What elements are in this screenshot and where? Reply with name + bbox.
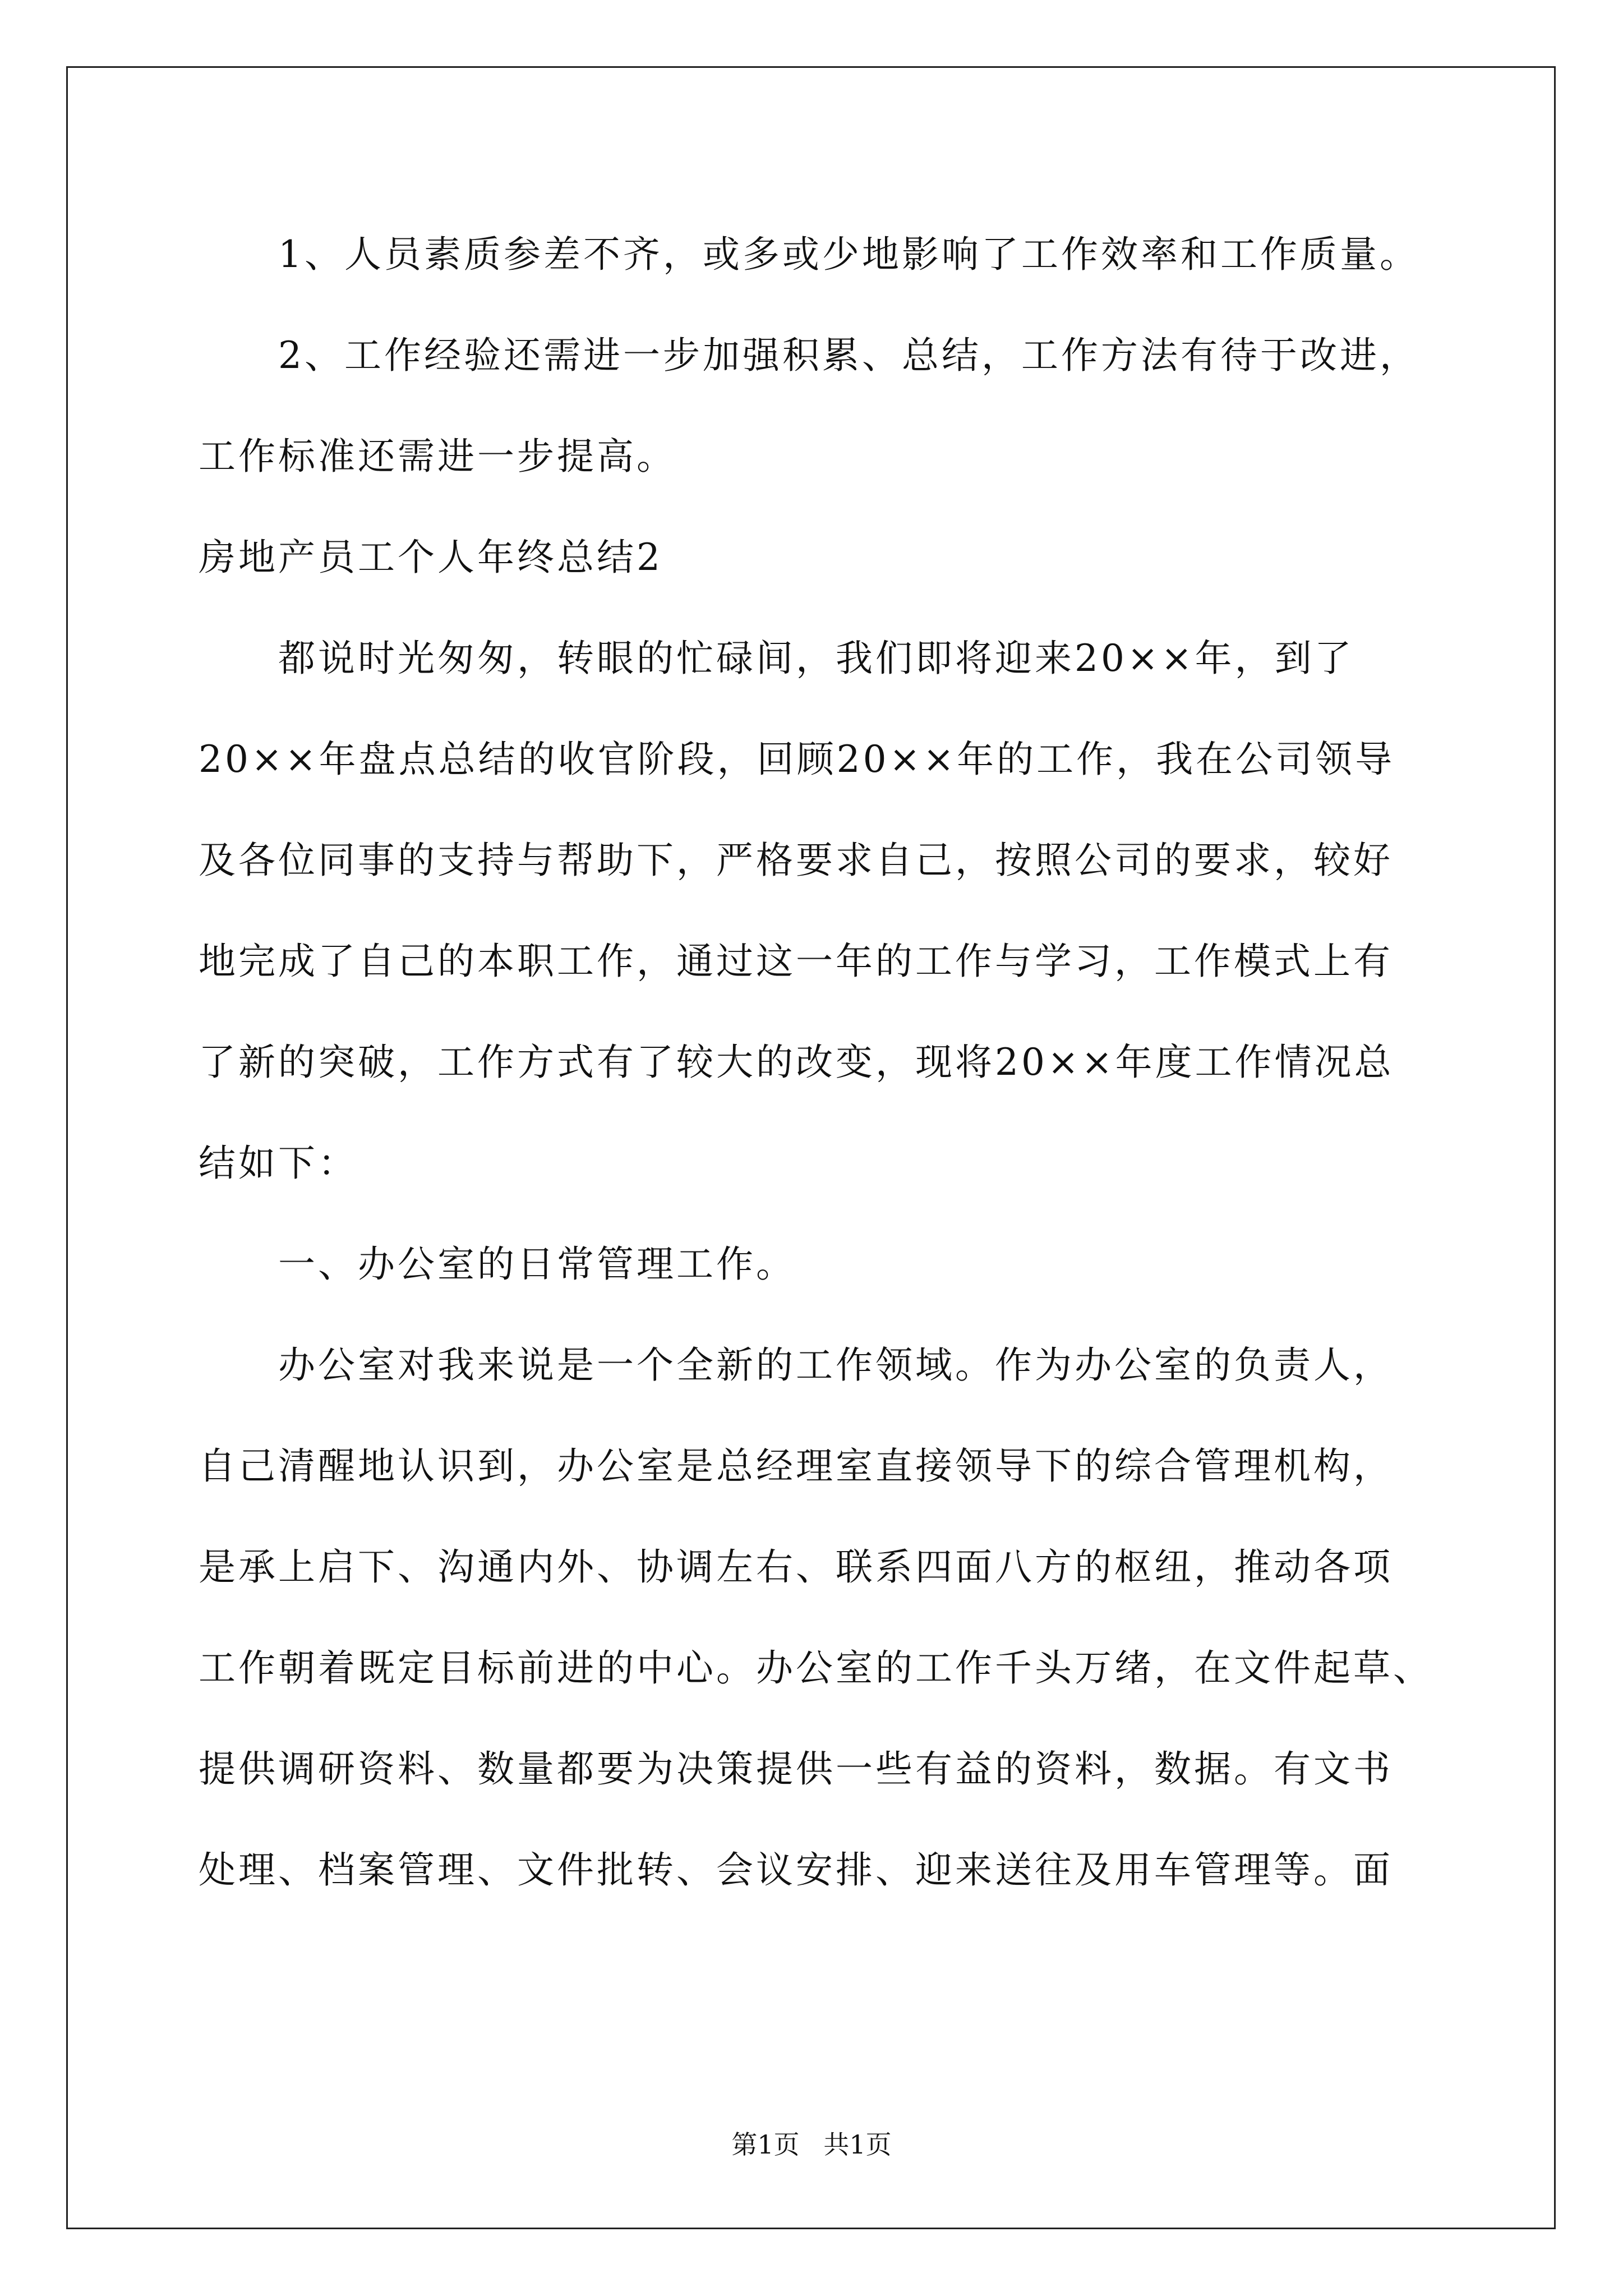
text-line-3: 工作标准还需进一步提高。 — [199, 435, 676, 478]
text-line-2: 2、工作经验还需进一步加强积累、总结，工作方法有待于改进， — [278, 334, 1419, 377]
text-line-10: 结如下： — [199, 1142, 358, 1185]
page-total: 共1页 — [823, 2129, 892, 2160]
text-line-15: 工作朝着既定目标前进的中心。办公室的工作千头万绪，在文件起草、 — [199, 1646, 1433, 1690]
text-line-7: 及各位同事的支持与帮助下，严格要求自己，按照公司的要求，较好 — [199, 839, 1393, 882]
text-line-16: 提供调研资料、数量都要为决策提供一些有益的资料，数据。有文书 — [199, 1747, 1393, 1791]
text-line-8: 地完成了自己的本职工作，通过这一年的工作与学习，工作模式上有 — [199, 940, 1393, 983]
text-line-14: 是承上启下、沟通内外、协调左右、联系四面八方的枢纽，推动各项 — [199, 1545, 1393, 1589]
text-line-5: 都说时光匆匆，转眼的忙碌间，我们即将迎来20××年，到了 — [278, 637, 1354, 680]
subsection-heading: 一、办公室的日常管理工作。 — [278, 1243, 796, 1286]
text-line-6: 20××年盘点总结的收官阶段，回顾20××年的工作，我在公司领导 — [199, 738, 1395, 781]
text-line-13: 自己清醒地认识到，办公室是总经理室直接领导下的综合管理机构， — [199, 1444, 1393, 1488]
text-line-9: 了新的突破，工作方式有了较大的改变，现将20××年度工作情况总 — [199, 1041, 1394, 1084]
text-line-12: 办公室对我来说是一个全新的工作领域。作为办公室的负责人， — [278, 1343, 1393, 1387]
page-footer — [0, 2128, 1623, 2161]
section-heading: 房地产员工个人年终总结2 — [199, 536, 663, 579]
text-line-1: 1、人员素质参差不齐，或多或少地影响了工作效率和工作质量。 — [278, 233, 1419, 276]
page-number: 第1页 — [731, 2129, 800, 2160]
text-line-17: 处理、档案管理、文件批转、会议安排、迎来送往及用车管理等。面 — [199, 1848, 1393, 1892]
